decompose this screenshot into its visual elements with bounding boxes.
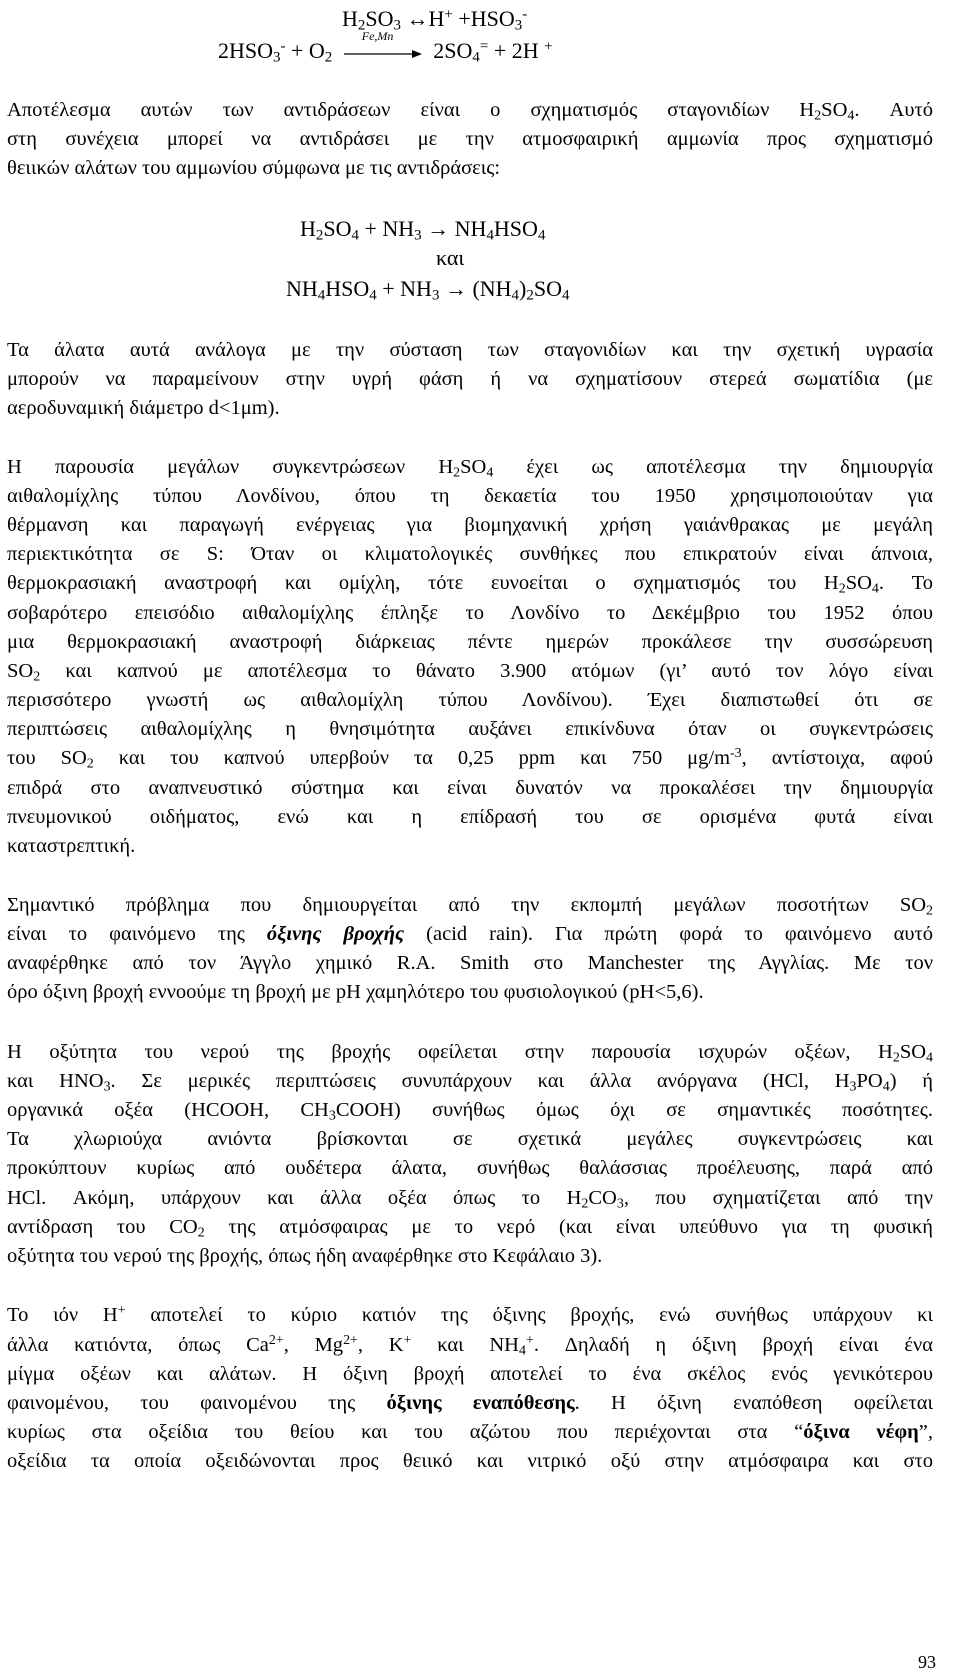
term-acid-rain: όξινης βροχής: [266, 923, 405, 945]
equation-2: $2HSO_3^- + O_2$ Fe,Mn $2SO_4^= + 2H$ +: [218, 28, 553, 66]
paragraph-line: αεροδυναμική διάμετρο d<1μm).: [7, 397, 280, 419]
paragraph-line: περιεκτικότητα σε S: Όταν οι κλιματολογικές συνθήκες που επικρατούν είναι άπνοια,: [7, 543, 933, 565]
right-arrow-icon: →: [439, 276, 473, 301]
paragraph-line: περιπτώσεις αιθαλομίχλης η θνησιμότητα αυξάνει επικίνδυνα όταν οι συγκεντρώσεις: [7, 718, 933, 740]
catalyst-label: Fe,Mn: [361, 28, 394, 43]
paragraph-line: Τα χλωριούχα ανιόντα βρίσκονται σε σχετικά μεγάλες συγκεντρώσεις και: [7, 1128, 933, 1150]
page-number: 93: [918, 1652, 936, 1672]
paragraph-line: αντίδραση του $CO_2$ της ατμόσφαιρας με το νερό (και είναι υπεύθυνο για τη φυσική: [7, 1216, 934, 1241]
paragraph-line: όρο όξινη βροχή εννοούμε τη βροχή με pH χαμηλότερο του φυσιολογικού (pH<5,6).: [7, 981, 704, 1003]
paragraph-line: οργανικά οξέα (HCOOH, $CH_3COOH$) συνήθως όμως όχι σε σημαντικές ποσότητες.: [7, 1099, 933, 1124]
paragraph-line: Αποτέλεσμα αυτών των αντιδράσεων είναι ο σχηματισμός σταγονιδίων $H_2SO_4$. Αυτό: [7, 99, 933, 124]
paragraph-line: Το ιόν H+ αποτελεί το κύριο κατιόν της όξινης βροχής, ενώ συνήθως υπάρχουν κι: [7, 1303, 933, 1326]
term-acid-deposition: όξινης εναπόθεσης: [386, 1392, 575, 1414]
paragraph-line: πνευμονικού οιδήματος, ενώ και η επίδρασή του σε ορισμένα φυτά είναι: [7, 806, 933, 828]
paragraph-line: Σημαντικό πρόβλημα που δημιουργείται από την εκπομπή μεγάλων ποσοτήτων $SO_2$: [7, 894, 933, 919]
paragraph-line: αναφέρθηκε από τον Άγγλο χημικό R.A. Smith στο Manchester της Αγγλίας. Με τον: [7, 952, 933, 974]
paragraph-line: μίγμα οξέων και αλάτων. Η όξινη βροχή αποτελεί το ένα σκέλος ενός γενικότερου: [7, 1363, 933, 1385]
equation-1: $H_2SO_3$ ↔H+ $+HSO_3^-$: [342, 6, 528, 34]
paragraph-line: Η οξύτητα του νερού της βροχής οφείλεται στην παρουσία ισχυρών οξέων, $H_2SO_4$: [7, 1041, 933, 1066]
paragraph-line: Τα άλατα αυτά ανάλογα με την σύσταση των σταγονιδίων και την σχετική υγρασία: [7, 339, 933, 361]
equation-conjunction: και: [436, 245, 465, 270]
paragraph-line: θέρμανση και παραγωγή ενέργειας για βιομηχανική χρήση γαιάνθρακας με μεγάλη: [7, 514, 933, 536]
paragraph-line: Η παρουσία μεγάλων συγκεντρώσεων $H_2SO_4$ έχει ως αποτέλεσμα την δημιουργία: [7, 456, 933, 481]
paragraph-line: θερμοκρασιακή αναστροφή και ομίχλη, τότε ευνοείται ο σχηματισμός του $H_2SO_4$. Το: [7, 572, 933, 597]
paragraph-line: $SO_2$ και καπνού με αποτέλεσμα το θάνατο 3.900 ατόμων (γι’ αυτό τον λόγο είναι: [7, 660, 933, 685]
paragraph-line: HCl. Ακόμη, υπάρχουν και άλλα οξέα όπως το $H_2CO_3$, που σχηματίζεται από την: [7, 1187, 933, 1212]
paragraph-line: του $SO_2$ και του καπνού υπερβούν τα 0,25 ppm και 750 $\mu g/m^{-3}$, αντίστοιχα, αφού: [7, 746, 933, 772]
equation-4: $NH_4HSO_4 + NH_3 \to (NH_4)_2SO_4$: [286, 276, 570, 304]
paragraph-line: περισσότερο γνωστή ως αιθαλομίχλη τύπου Λονδίνου). Έχει διαπιστωθεί ότι σε: [7, 689, 933, 711]
paragraph-line: οξείδια τα οποία οξειδώνονται προς θειικό και νιτρικό οξύ στην ατμόσφαιρα και στο: [7, 1450, 933, 1472]
paragraph-line: φαινομένου, του φαινομένου της όξινης εναπόθεσης. Η όξινη εναπόθεση οφείλεται: [7, 1392, 933, 1414]
paragraph-line: μπορούν να παραμείνουν στην υγρή φάση ή να σχηματίσουν στερεά σωματίδια (με: [7, 368, 933, 390]
right-arrow-icon: →: [421, 216, 455, 241]
paragraph-line: προκύπτουν κυρίως από ουδέτερα άλατα, συνήθως θαλάσσιας προέλευσης, παρά από: [7, 1157, 933, 1179]
equilibrium-arrow: ↔: [406, 6, 429, 31]
paragraph-line: αιθαλομίχλης τύπου Λονδίνου, όπου τη δεκαετία του 1950 χρησιμοποιούταν για: [7, 485, 933, 507]
paragraph-line: κυρίως στα οξείδια του θείου και του αζώτου που περιέχονται στα “όξινα νέφη”,: [7, 1421, 934, 1443]
paragraph-line: στη συνέχεια μπορεί να αντιδράσει με την ατμοσφαιρική αμμωνία προς σχηματισμό: [7, 128, 933, 150]
paragraph-line: οξύτητα του νερού της βροχής, όπως ήδη αναφέρθηκε στο Κεφάλαιο 3).: [7, 1245, 603, 1267]
paragraph-line: σοβαρότερο επεισόδιο αιθαλομίχλης έπληξε το Λονδίνο το Δεκέμβριο του 1952 όπου: [7, 602, 933, 624]
paragraph-line: και $HNO_3$. Σε μερικές περιπτώσεις συνυπάρχουν και άλλα ανόργανα (HCl, $H_3PO_4$) ή: [7, 1070, 933, 1095]
paragraph-line: άλλα κατιόντα, όπως $Ca^{2+}$, $Mg^{2+}$, K+ και $NH_4^+$. Δηλαδή η όξινη βροχή είναι ένα: [7, 1333, 934, 1359]
paragraph-line: είναι το φαινόμενο της όξινης βροχής (acid rain). Για πρώτη φορά το φαινόμενο αυτό: [7, 923, 933, 945]
equation-3: $H_2SO_4 + NH_3 \to NH_4HSO_4$: [300, 216, 546, 244]
paragraph-line: επιδρά στο αναπνευστικό σύστημα και είναι δυνατόν να προκαλέσει την δημιουργία: [7, 777, 933, 799]
paragraph-line: μια θερμοκρασιακή αναστροφή διάρκειας πέντε ημερών προκάλεσε την συσσώρευση: [7, 631, 933, 653]
term-acid-clouds: όξινα νέφη: [803, 1421, 919, 1443]
right-arrow-icon: [344, 48, 422, 60]
reaction-arrow: [344, 28, 422, 62]
paragraph-line: καταστρεπτική.: [7, 835, 136, 857]
paragraph-line: θειικών αλάτων του αμμωνίου σύμφωνα με τις αντιδράσεις:: [7, 157, 501, 179]
